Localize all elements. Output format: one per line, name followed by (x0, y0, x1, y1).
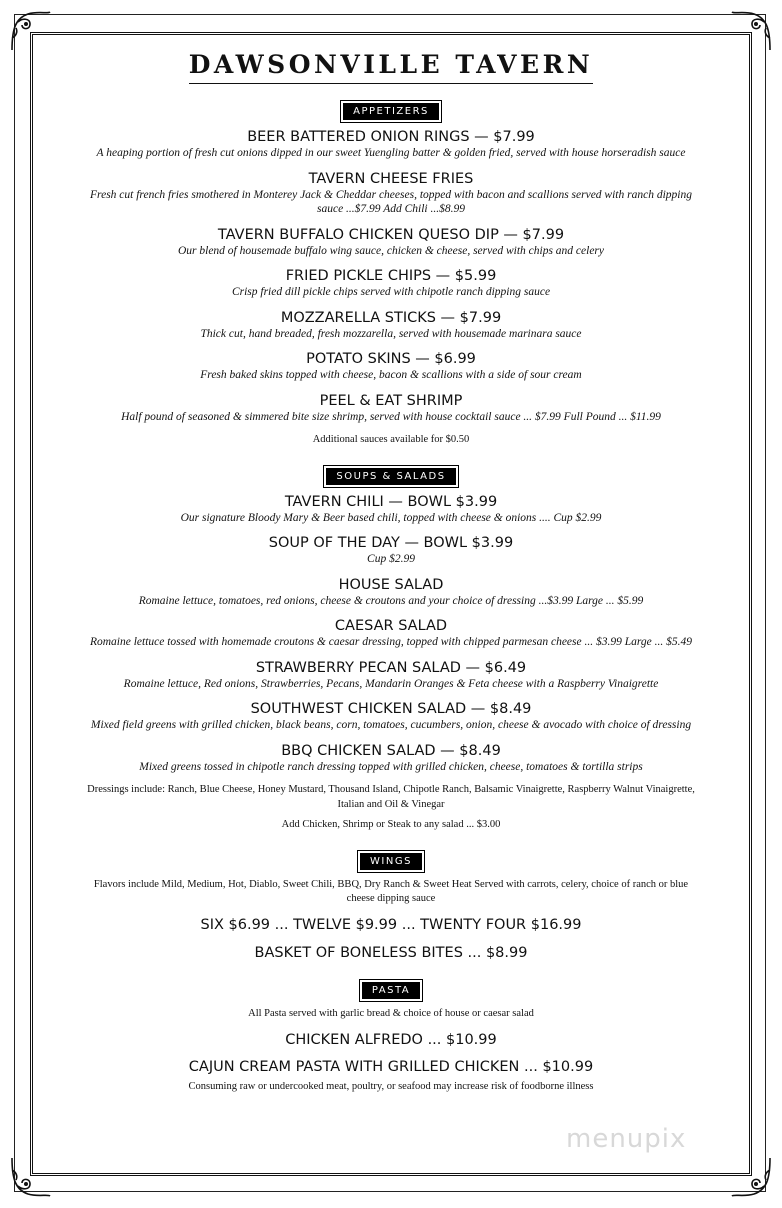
wings-section (84, 878, 698, 962)
item-description: Mixed field greens with grilled chicken, black beans, corn, tomatoes, cucumbers, onion, cheese & avocado with choice of dressing (90, 719, 692, 731)
section-header-pasta: PASTA (362, 982, 420, 999)
menu-item (84, 226, 698, 259)
corner-flourish-icon (8, 1154, 54, 1200)
sauces-note: Additional sauces available for $0.50 (312, 434, 470, 445)
foodborne-warning: Consuming raw or undercooked meat, poultry, or seafood may increase risk of foodborne illness (188, 1081, 594, 1092)
appetizers-section (84, 128, 698, 448)
pasta-item: CHICKEN ALFREDO ... $10.99 (285, 1032, 497, 1048)
item-description: Romaine lettuce tossed with homemade croutons & caesar dressing, topped with chipped parmesan cheese ... $3.99 Large ... $5.49 (89, 636, 693, 648)
section-header-soups-salads: SOUPS & SALADS (326, 468, 455, 485)
item-name: BEER BATTERED ONION RINGS — $7.99 (247, 129, 535, 145)
menu-title: DAWSONVILLE TAVERN (189, 50, 594, 84)
watermark: menupix (566, 1124, 687, 1154)
item-name: SOUP OF THE DAY — BOWL $3.99 (268, 535, 514, 551)
wings-flavors-note: Flavors include Mild, Medium, Hot, Diablo, Sweet Chili, BBQ, Dry Ranch & Sweet Heat Served with carrots, celery, choice of ranch or blue cheese dipping sauce (93, 878, 689, 904)
section-header-appetizers: APPETIZERS (343, 103, 439, 120)
item-description: Cup $2.99 (367, 553, 415, 565)
pasta-note: All Pasta served with garlic bread & choice of house or caesar salad (248, 1007, 534, 1019)
menu-item (84, 534, 698, 567)
item-description: Romaine lettuce, tomatoes, red onions, cheese & croutons and your choice of dressing ...$3.99 Large ... $5.99 (138, 594, 644, 607)
menu-content (84, 36, 698, 1095)
pasta-item: CAJUN CREAM PASTA WITH GRILLED CHICKEN ... $10.99 (188, 1059, 594, 1075)
item-name: TAVERN BUFFALO CHICKEN QUESO DIP — $7.99 (217, 226, 565, 243)
item-description: A heaping portion of fresh cut onions dipped in our sweet Yuengling batter & golden fried, served with house horseradish sauce (96, 147, 686, 159)
corner-flourish-icon (728, 1154, 774, 1200)
corner-flourish-icon (8, 8, 54, 54)
soups-salads-section (84, 493, 698, 833)
item-name: TAVERN CHEESE FRIES (308, 170, 474, 187)
item-description: Half pound of seasoned & simmered bite size shrimp, served with house cocktail sauce ... $7.99 Full Pound ... $11.99 (121, 410, 661, 423)
menu-item (84, 350, 698, 383)
menu-item (84, 493, 698, 526)
menu-item (84, 659, 698, 692)
menu-item (84, 392, 698, 425)
dressings-note: Dressings include: Ranch, Blue Cheese, Honey Mustard, Thousand Island, Chipotle Ranch, Balsamic Vinaigrette, Raspberry Walnut Vinaigrette, Italian and Oil & Vinegar (87, 784, 695, 810)
item-description: Thick cut, hand breaded, fresh mozzarella, served with housemade marinara sauce (200, 327, 582, 340)
section-header-wings: WINGS (360, 853, 422, 870)
salad-addon-note: Add Chicken, Shrimp or Steak to any salad ... $3.00 (281, 819, 501, 830)
corner-flourish-icon (728, 8, 774, 54)
wings-sizes: SIX $6.99 ... TWELVE $9.99 ... TWENTY FOUR $16.99 (200, 916, 582, 933)
item-name: PEEL & EAT SHRIMP (319, 392, 463, 409)
menu-item (84, 267, 698, 300)
menu-item (84, 170, 698, 217)
item-name: TAVERN CHILI — BOWL $3.99 (284, 493, 498, 510)
item-name: HOUSE SALAD (338, 576, 444, 593)
item-name: CAESAR SALAD (334, 618, 448, 634)
item-description: Our blend of housemade buffalo wing sauce, chicken & cheese, served with chips and celery (177, 244, 605, 257)
menu-item (84, 576, 698, 609)
item-description: Mixed greens tossed in chipotle ranch dressing topped with grilled chicken, cheese, tomatoes & tortilla strips (139, 760, 643, 773)
menu-item (84, 309, 698, 342)
menu-item (84, 617, 698, 650)
item-name: SOUTHWEST CHICKEN SALAD — $8.49 (250, 701, 532, 717)
item-name: FRIED PICKLE CHIPS — $5.99 (285, 268, 497, 284)
item-description: Our signature Bloody Mary & Beer based chili, topped with cheese & onions .... Cup $2.99 (180, 511, 602, 524)
boneless-bites: BASKET OF BONELESS BITES ... $8.99 (254, 944, 528, 961)
item-description: Fresh cut french fries smothered in Monterey Jack & Cheddar cheeses, topped with bacon and scallions served with ranch dipping sauce ...$7.99 Add Chili ...$8.99 (90, 188, 692, 215)
menu-item (84, 700, 698, 733)
item-name: POTATO SKINS — $6.99 (306, 351, 476, 367)
menu-item (84, 742, 698, 775)
item-name: MOZZARELLA STICKS — $7.99 (280, 309, 502, 326)
menu-item (84, 128, 698, 161)
item-name: STRAWBERRY PECAN SALAD — $6.49 (255, 659, 527, 676)
item-description: Fresh baked skins topped with cheese, bacon & scallions with a side of sour cream (200, 369, 582, 381)
item-description: Crisp fried dill pickle chips served with chipotle ranch dipping sauce (231, 286, 551, 298)
pasta-section (84, 1007, 698, 1095)
item-name: BBQ CHICKEN SALAD — $8.49 (281, 742, 501, 759)
item-description: Romaine lettuce, Red onions, Strawberries, Pecans, Mandarin Oranges & Feta cheese with a Raspberry Vinaigrette (123, 677, 659, 690)
